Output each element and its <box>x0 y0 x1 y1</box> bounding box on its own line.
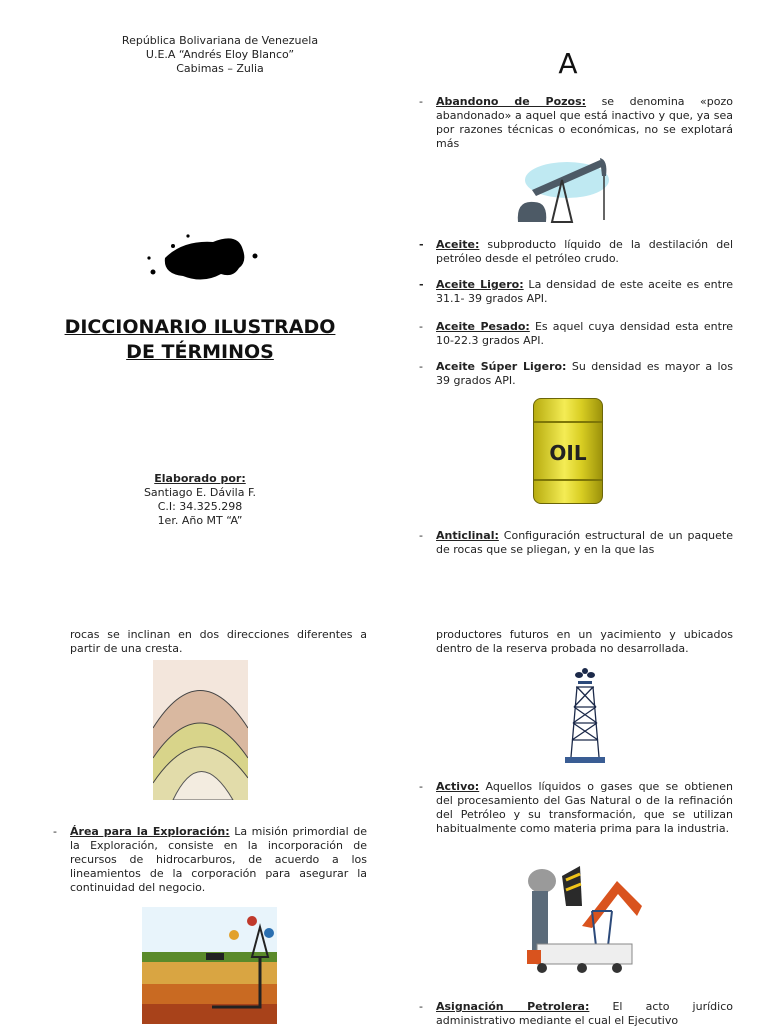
previous-entry-continuation: productores futuros en un yacimiento y ubicados dentro de la reserva probada no desarrollada. <box>436 628 733 655</box>
refinery-truck-image <box>522 866 647 976</box>
author-block <box>50 472 350 528</box>
entry-activo <box>419 780 733 836</box>
entry-term: Asignación Petrolera: <box>436 1000 590 1013</box>
entry-term: Anticlinal: <box>436 529 499 542</box>
author-line: 1er. Año MT “A” <box>157 514 243 527</box>
entry-definition: subproducto líquido de la destilación del petróleo desde el petróleo crudo. <box>436 238 733 265</box>
anticlinal-continuation: rocas se inclinan en dos direcciones diferentes a partir de una cresta. <box>70 628 367 655</box>
entry-definition: El acto jurídico administrativo mediante el cual el Ejecutivo <box>436 1000 733 1027</box>
entry-term: Abandono de Pozos: <box>436 95 587 108</box>
entry-definition: La densidad de este aceite es entre 31.1- 39 grados API. <box>436 278 733 305</box>
entry-term: Aceite Pesado: <box>436 320 530 333</box>
entry-definition: se denomina «pozo abandonado» a aquel que está inactivo y que, ya sea por razones técnicas o económicas, no se explotará más <box>436 95 734 150</box>
pump-jack-image <box>512 150 612 225</box>
section-letter: A <box>558 47 578 80</box>
entry-definition: Su densidad es mayor a los 39 grados API. <box>436 360 734 387</box>
entry-area-para-la-exploracion <box>53 825 367 895</box>
title-line: DE TÉRMINOS <box>126 341 274 363</box>
bullet-dash: - <box>419 780 423 793</box>
bullet-dash: - <box>419 278 424 291</box>
entry-abandono-de-pozos <box>419 95 734 151</box>
bullet-dash: - <box>419 320 423 333</box>
header-line: Cabimas – Zulia <box>176 62 264 75</box>
entry-aceite-ligero <box>419 278 733 306</box>
entry-definition: Configuración estructural de un paquete de rocas que se pliegan, y en la que las <box>436 529 733 556</box>
entry-definition: Es aquel cuya densidad esta entre 10-22.3 grados API. <box>436 320 733 347</box>
bullet-dash: - <box>53 825 57 838</box>
bullet-dash: - <box>419 1000 423 1013</box>
entry-term: Área para la Exploración: <box>70 825 230 838</box>
oil-barrel-image <box>533 398 603 504</box>
header-line: República Bolivariana de Venezuela <box>121 34 319 47</box>
entry-aceite <box>419 238 733 266</box>
bullet-dash: - <box>419 238 424 251</box>
institution-header <box>70 34 370 76</box>
entry-term: Aceite Súper Ligero: <box>436 360 567 373</box>
entry-term: Aceite Ligero: <box>436 278 524 291</box>
title-line: DICCIONARIO ILUSTRADO <box>64 316 336 338</box>
bullet-dash: - <box>419 95 423 108</box>
barrel-label: OIL <box>549 441 587 465</box>
author-label: Elaborado por: <box>154 472 246 485</box>
entry-definition: La misión primordial de la Exploración, consiste en la incorporación de recursos de hidrocarburos, de acuerdo a los lineamientos de la corporación para asegurar la continuidad del negocio. <box>70 825 367 894</box>
exploration-area-image <box>142 907 277 1024</box>
oil-derrick-image <box>565 665 605 765</box>
author-line: C.I: 34.325.298 <box>157 500 243 513</box>
document-title <box>40 315 360 365</box>
bullet-dash: - <box>419 360 423 373</box>
entry-term: Aceite: <box>436 238 480 251</box>
author-line: Santiago E. Dávila F. <box>143 486 257 499</box>
header-line: U.E.A “Andrés Eloy Blanco” <box>145 48 295 61</box>
entry-aceite-pesado <box>419 320 733 348</box>
entry-aceite-super-ligero <box>419 360 734 388</box>
entry-anticlinal <box>419 529 733 557</box>
bullet-dash: - <box>419 529 423 542</box>
oil-spill-image <box>143 228 263 288</box>
entry-definition: Aquellos líquidos o gases que se obtienen del procesamiento del Gas Natural o de la refinación del Petróleo y su transformación, que se utilizan habitualmente como materia prima para la industria. <box>436 780 733 835</box>
entry-term: Activo: <box>436 780 480 793</box>
anticline-diagram-image <box>153 658 248 800</box>
